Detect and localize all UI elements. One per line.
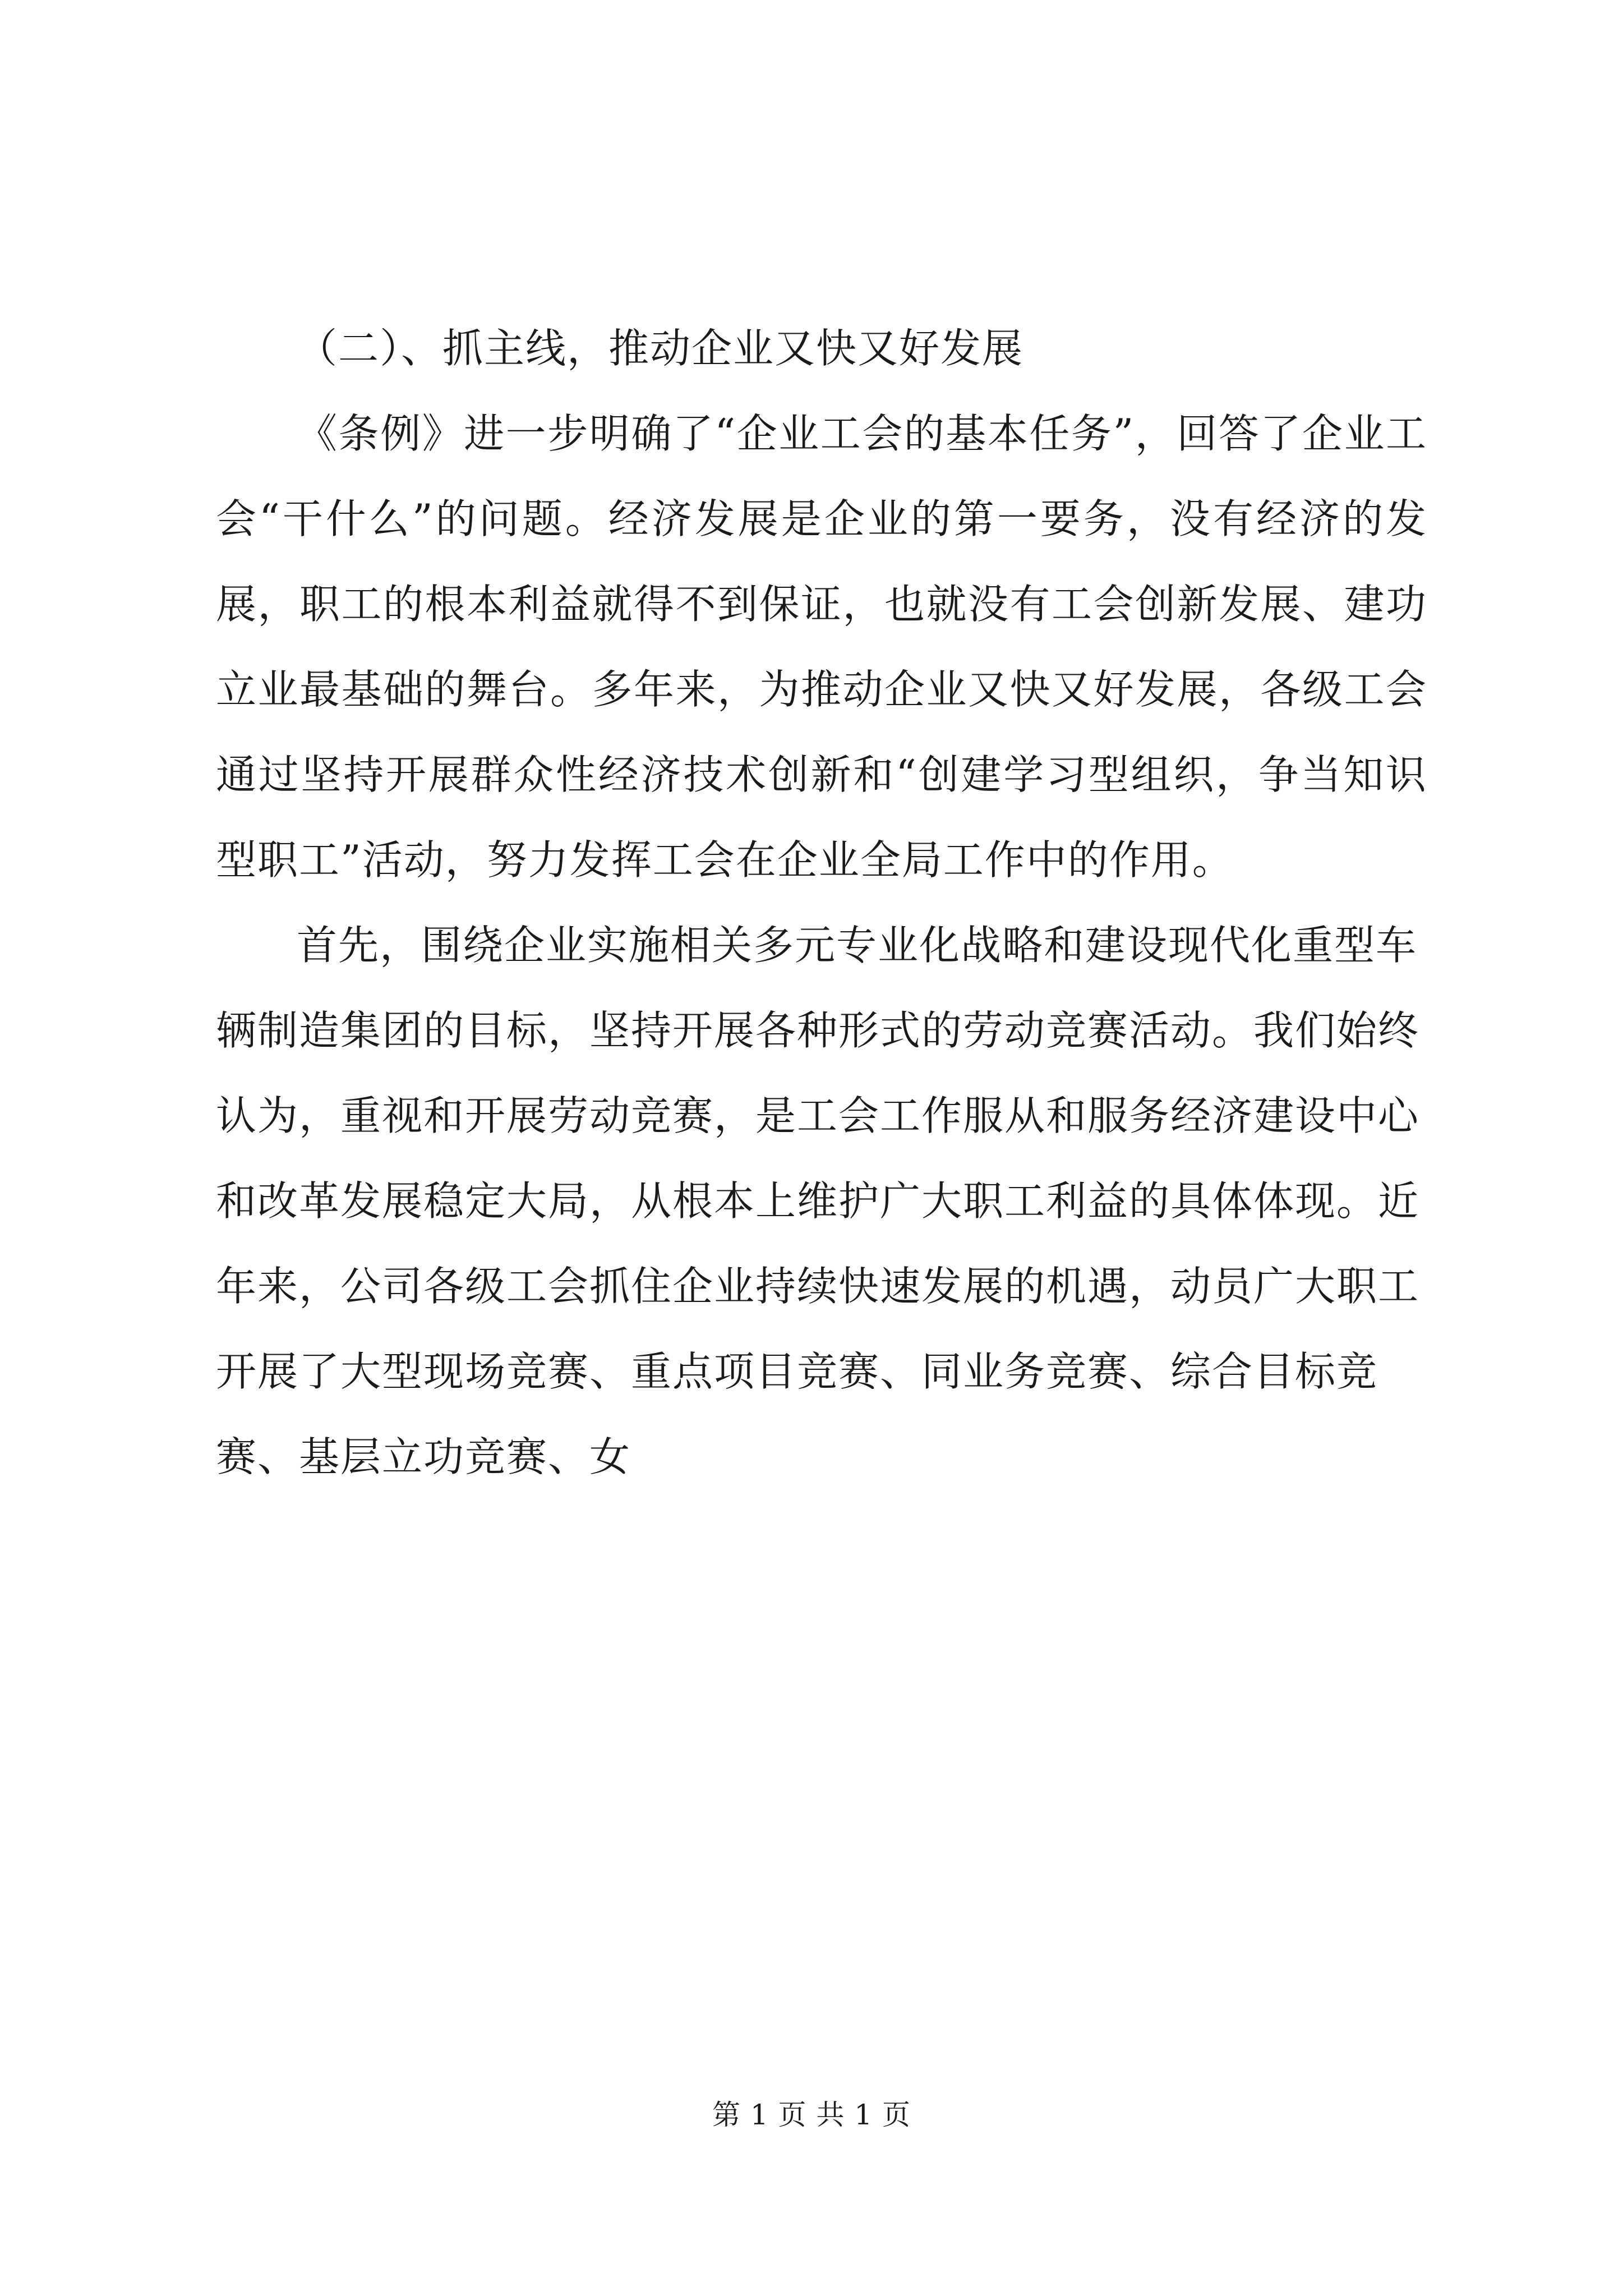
section-heading: （二）、抓主线，推动企业又快又好发展 <box>297 325 1024 372</box>
page-footer: 第 1 页 共 1 页 <box>712 2099 911 2131</box>
paragraph-regulation: 《条例》进一步明确了“企业工会的基本任务”，回答了企业工会“干什么”的问题。经济发展是企业的第一要务，没有经济的发展，职工的根本利益就得不到保证，也就没有工会创新发展、建功立业最基础的舞台。多年来，为推动企业又快又好发展，各级工会通过坚持开展群众性经济技术创新和“创建学习型组织，争当知识型职工”活动，努力发挥工会在企业全局工作中的作用。 <box>216 410 1427 884</box>
document-body <box>216 306 1427 1499</box>
paragraph-labor-competition: 首先，围绕企业实施相关多元专业化战略和建设现代化重型车辆制造集团的目标，坚持开展各种形式的劳动竞赛活动。我们始终认为，重视和开展劳动竞赛，是工会工作服从和服务经济建设中心和改革发展稳定大局，从根本上维护广大职工利益的具体体现。近年来，公司各级工会抓住企业持续快速发展的机遇，动员广大职工开展了大型现场竞赛、重点项目竞赛、同业务竞赛、综合目标竞赛、基层立功竞赛、女 <box>216 922 1420 1480</box>
